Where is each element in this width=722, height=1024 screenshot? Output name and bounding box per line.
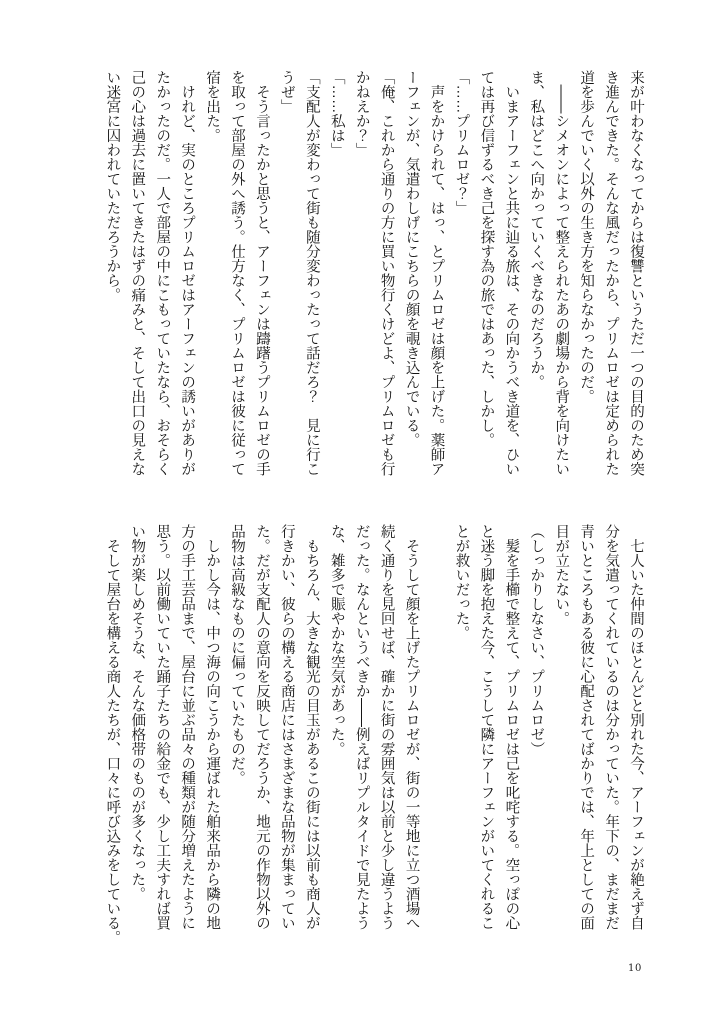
text-line: な、雑多で賑やかな空気があった。 [328, 524, 345, 756]
text-line: 方の手工芸品まで、屋台に並ぶ品々の種類が随分増えたように [179, 524, 196, 930]
upper-text-block [99, 70, 648, 476]
text-line: かねえか？」 [353, 70, 370, 157]
text-line: もちろん、大きな観光の目玉があるこの街には以前も商人が [303, 524, 320, 930]
text-line: そうして顔を上げたプリムロゼが、街の一等地に立つ酒場へ [403, 524, 420, 930]
text-line: 思う。以前働いていた踊子たちの給金でも、少し工夫すれば買 [154, 524, 171, 930]
text-line: けれど、実のところプリムロゼはアーフェンの誘いがありが [179, 70, 196, 476]
text-line: そう言ったかと思うと、アーフェンは躊躇うプリムロゼの手 [253, 70, 270, 476]
text-line: 声をかけられて、はっ、とプリムロゼは顔を上げた。薬師ア [428, 70, 445, 476]
lower-text-block [99, 524, 648, 945]
text-line: 品物は高級なものに偏っていたものだ。 [229, 524, 245, 785]
text-line: 己の心は過去に置いてきたはずの痛みと、そして出口の見えな [129, 70, 146, 476]
text-line: いまアーフェンと共に辿る旅は、その向かうべき道を、ひい [503, 70, 520, 476]
text-line: だった。なんというべきか——例えばリプルタイドで見たよう [353, 524, 370, 930]
text-line: 宿を出た。 [204, 70, 221, 143]
text-line: 「……私は」 [328, 70, 345, 157]
text-line: を取って部屋の外へ誘う。仕方なく、プリムロゼは彼に従って [229, 70, 245, 476]
text-line: 七人いた仲間のほとんどと別れた今、アーフェンが絶えず自 [628, 524, 644, 930]
text-line: しかし今は、中つ海の向こうから運ばれた舶来品から隣の地 [204, 524, 221, 930]
text-line: ま、私はどこへ向かっていくべきなのだろうか。 [528, 70, 545, 389]
text-line: い迷宮に囚われていただろうから。 [104, 70, 121, 302]
text-line: 「俺、これから通りの方に買い物行くけどよ、プリムロゼも行 [378, 70, 395, 476]
text-line: 行きかい、彼らの構える商店にはさまざまな品物が集まってい [278, 524, 295, 930]
text-line: た。だが支配人の意向を反映してだろうか、地元の作物以外の [253, 524, 270, 930]
text-line: ——シメオンによって整えられたあの劇場から背を向けたい [553, 70, 570, 476]
text-line: ては再び信ずるべき己を探す為の旅ではあった、しかし。 [478, 70, 495, 447]
text-line: とが救いだった。 [453, 524, 470, 640]
text-line: 続く通りを見回せば、確かに街の雰囲気は以前と少し違うよう [378, 524, 395, 930]
text-line: 「支配人が変わって街も随分変わったって話だろ？ 見に行こ [303, 70, 320, 476]
text-line: と迷う脚を抱えた今、こうして隣にアーフェンがいてくれるこ [478, 524, 495, 930]
text-line: 目が立たない。 [553, 524, 570, 626]
text-line: うぜ」 [278, 70, 295, 114]
text-line: （しっかりしなさい、プリムロゼ） [528, 524, 545, 756]
text-line: ーフェンが、気遣わしげにこちらの顔を覗き込んでいる。 [403, 70, 420, 447]
text-line: そして屋台を構える商人たちが、口々に呼び込みをしている。 [104, 524, 121, 945]
scene-break-blank-line [424, 524, 449, 930]
page-number: 10 [628, 963, 642, 974]
text-line: 髪を手櫛で整えて、プリムロゼは己を叱咤する。空っぽの心 [503, 524, 520, 930]
text-line: 青いところもある彼に心配されてばかりでは、年上としての面 [578, 524, 595, 930]
text-line: 「……プリムロゼ？」 [453, 70, 470, 215]
text-line: 道を歩んでいく以外の生き方を知らなかったのだ。 [578, 70, 595, 404]
text-line: たかったのだ。一人で部屋の中にこもっていたなら、おそらく [154, 70, 171, 476]
text-line: 分を気遣ってくれているのは分かっていた。年下の、まだまだ [603, 524, 620, 930]
text-line: い物が楽しめそうな、そんな価格帯のものが多くなった。 [129, 524, 146, 901]
text-line: き進んできた。そんな風だったから、プリムロゼは定められた [603, 70, 620, 476]
text-line: 来が叶わなくなってからは復讐というただ一つの目的のため突 [628, 70, 644, 476]
